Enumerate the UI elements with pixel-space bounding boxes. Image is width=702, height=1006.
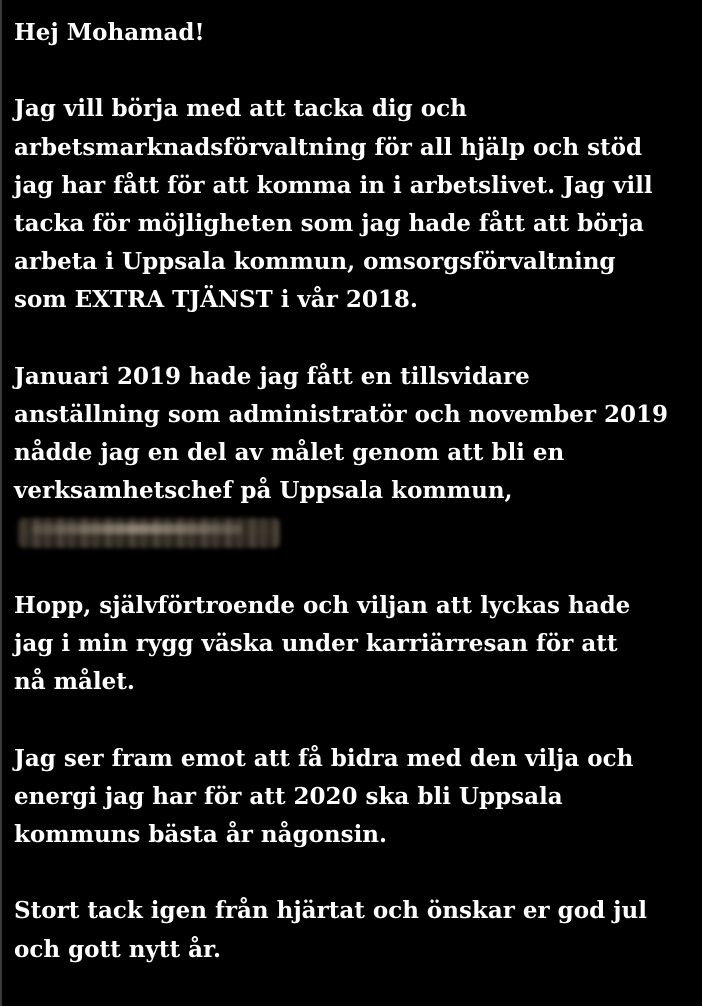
text-line: energi jag har för att 2020 ska bli Uppsala: [14, 782, 563, 810]
text-line: Januari 2019 hade jag fått en tillsvidare: [14, 362, 530, 390]
paragraph-closing: [14, 892, 694, 968]
text-line: nådde jag en del av målet genom att bli en: [14, 439, 565, 467]
paragraph-future: [14, 740, 694, 855]
text-line: kommuns bästa år någonsin.: [14, 820, 388, 848]
paragraph-hope: [14, 587, 694, 702]
text-line: nå målet.: [14, 668, 135, 696]
redacted-text: [14, 510, 694, 548]
text-line: Stort tack igen från hjärtat och önskar er god jul: [14, 897, 647, 925]
text-line: Hopp, självförtroende och viljan att lyckas hade: [14, 591, 631, 619]
paragraph-gap: [14, 701, 694, 739]
greeting: Hej Mohamad!: [14, 19, 205, 46]
text-line: anställning som administratör och november 2019: [14, 400, 669, 428]
text-line: arbeta i Uppsala kommun, omsorgsförvaltning: [14, 248, 616, 276]
text-line: jag har fått för att komma in i arbetslivet. Jag vill: [14, 171, 653, 199]
paragraph-career: [14, 358, 694, 549]
redaction-smear-highlight: [32, 524, 242, 534]
letter-body: [14, 14, 694, 969]
paragraph-gap: [14, 52, 694, 90]
text-line: och gott nytt år.: [14, 935, 222, 963]
text-line: som EXTRA TJÄNST i vår 2018.: [14, 286, 418, 314]
paragraph-thanks: [14, 90, 694, 319]
text-line: verksamhetschef på Uppsala kommun,: [14, 477, 513, 505]
paragraph-gap: [14, 320, 694, 358]
text-line: Jag ser fram emot att få bidra med den vilja och: [14, 744, 634, 772]
text-line: arbetsmarknadsförvaltning för all hjälp och stöd: [14, 133, 643, 161]
paragraph-gap: [14, 854, 694, 892]
paragraph-gap: [14, 549, 694, 587]
text-line: Jag vill börja med att tacka dig och: [14, 95, 467, 123]
text-line: jag i min rygg väska under karriärresan för att: [14, 630, 618, 657]
text-line: tacka för möjligheten som jag hade fått att börja: [14, 209, 644, 237]
